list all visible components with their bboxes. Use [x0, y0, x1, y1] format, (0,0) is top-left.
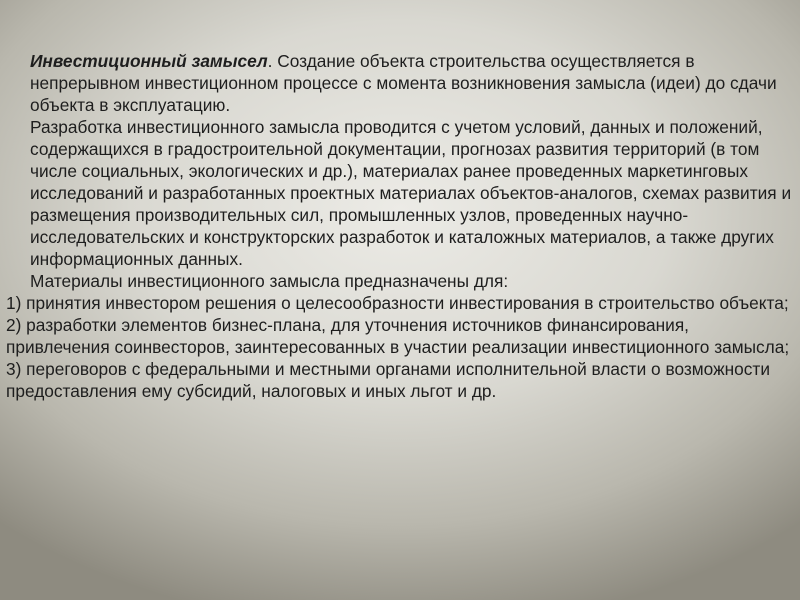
- slide-text-block: [6, 50, 796, 402]
- list-item: 2) разработки элементов бизнес-плана, для уточнения источников финансирования, привлечения соинвесторов, заинтересованных в участии реализации инвестиционного замысла;: [6, 315, 790, 357]
- paragraph-development: Разработка инвестиционного замысла проводится с учетом условий, данных и положений, содержащихся в градостроительной документации, прогнозах развития территорий (в том числе социальных, экологических и др.), материалах ранее проведенных маркетинговых исследований и разработанных проектных материалах объектов-аналогов, схемах развития и размещения производительных сил, промышленных узлов, проведенных научно-исследовательских и конструкторских разработок и каталожных материалов, а также других информационных данных.: [30, 117, 792, 269]
- definition-text: . Создание объекта строительства осуществляется в непрерывном инвестиционном процессе с момента возникновения замысла (идеи) до сдачи объекта в эксплуатацию.: [30, 51, 777, 115]
- list-item: 3) переговоров с федеральными и местными органами исполнительной власти о возможности предоставления ему субсидий, налоговых и иных льгот и др.: [6, 359, 771, 401]
- paragraph-definition: [6, 50, 796, 116]
- list-item: 1) принятия инвестором решения о целесообразности инвестирования в строительство объекта;: [6, 293, 789, 313]
- paragraph-purpose-intro: Материалы инвестиционного замысла предназначены для:: [30, 271, 509, 291]
- defined-term: Инвестиционный замысел: [30, 51, 268, 71]
